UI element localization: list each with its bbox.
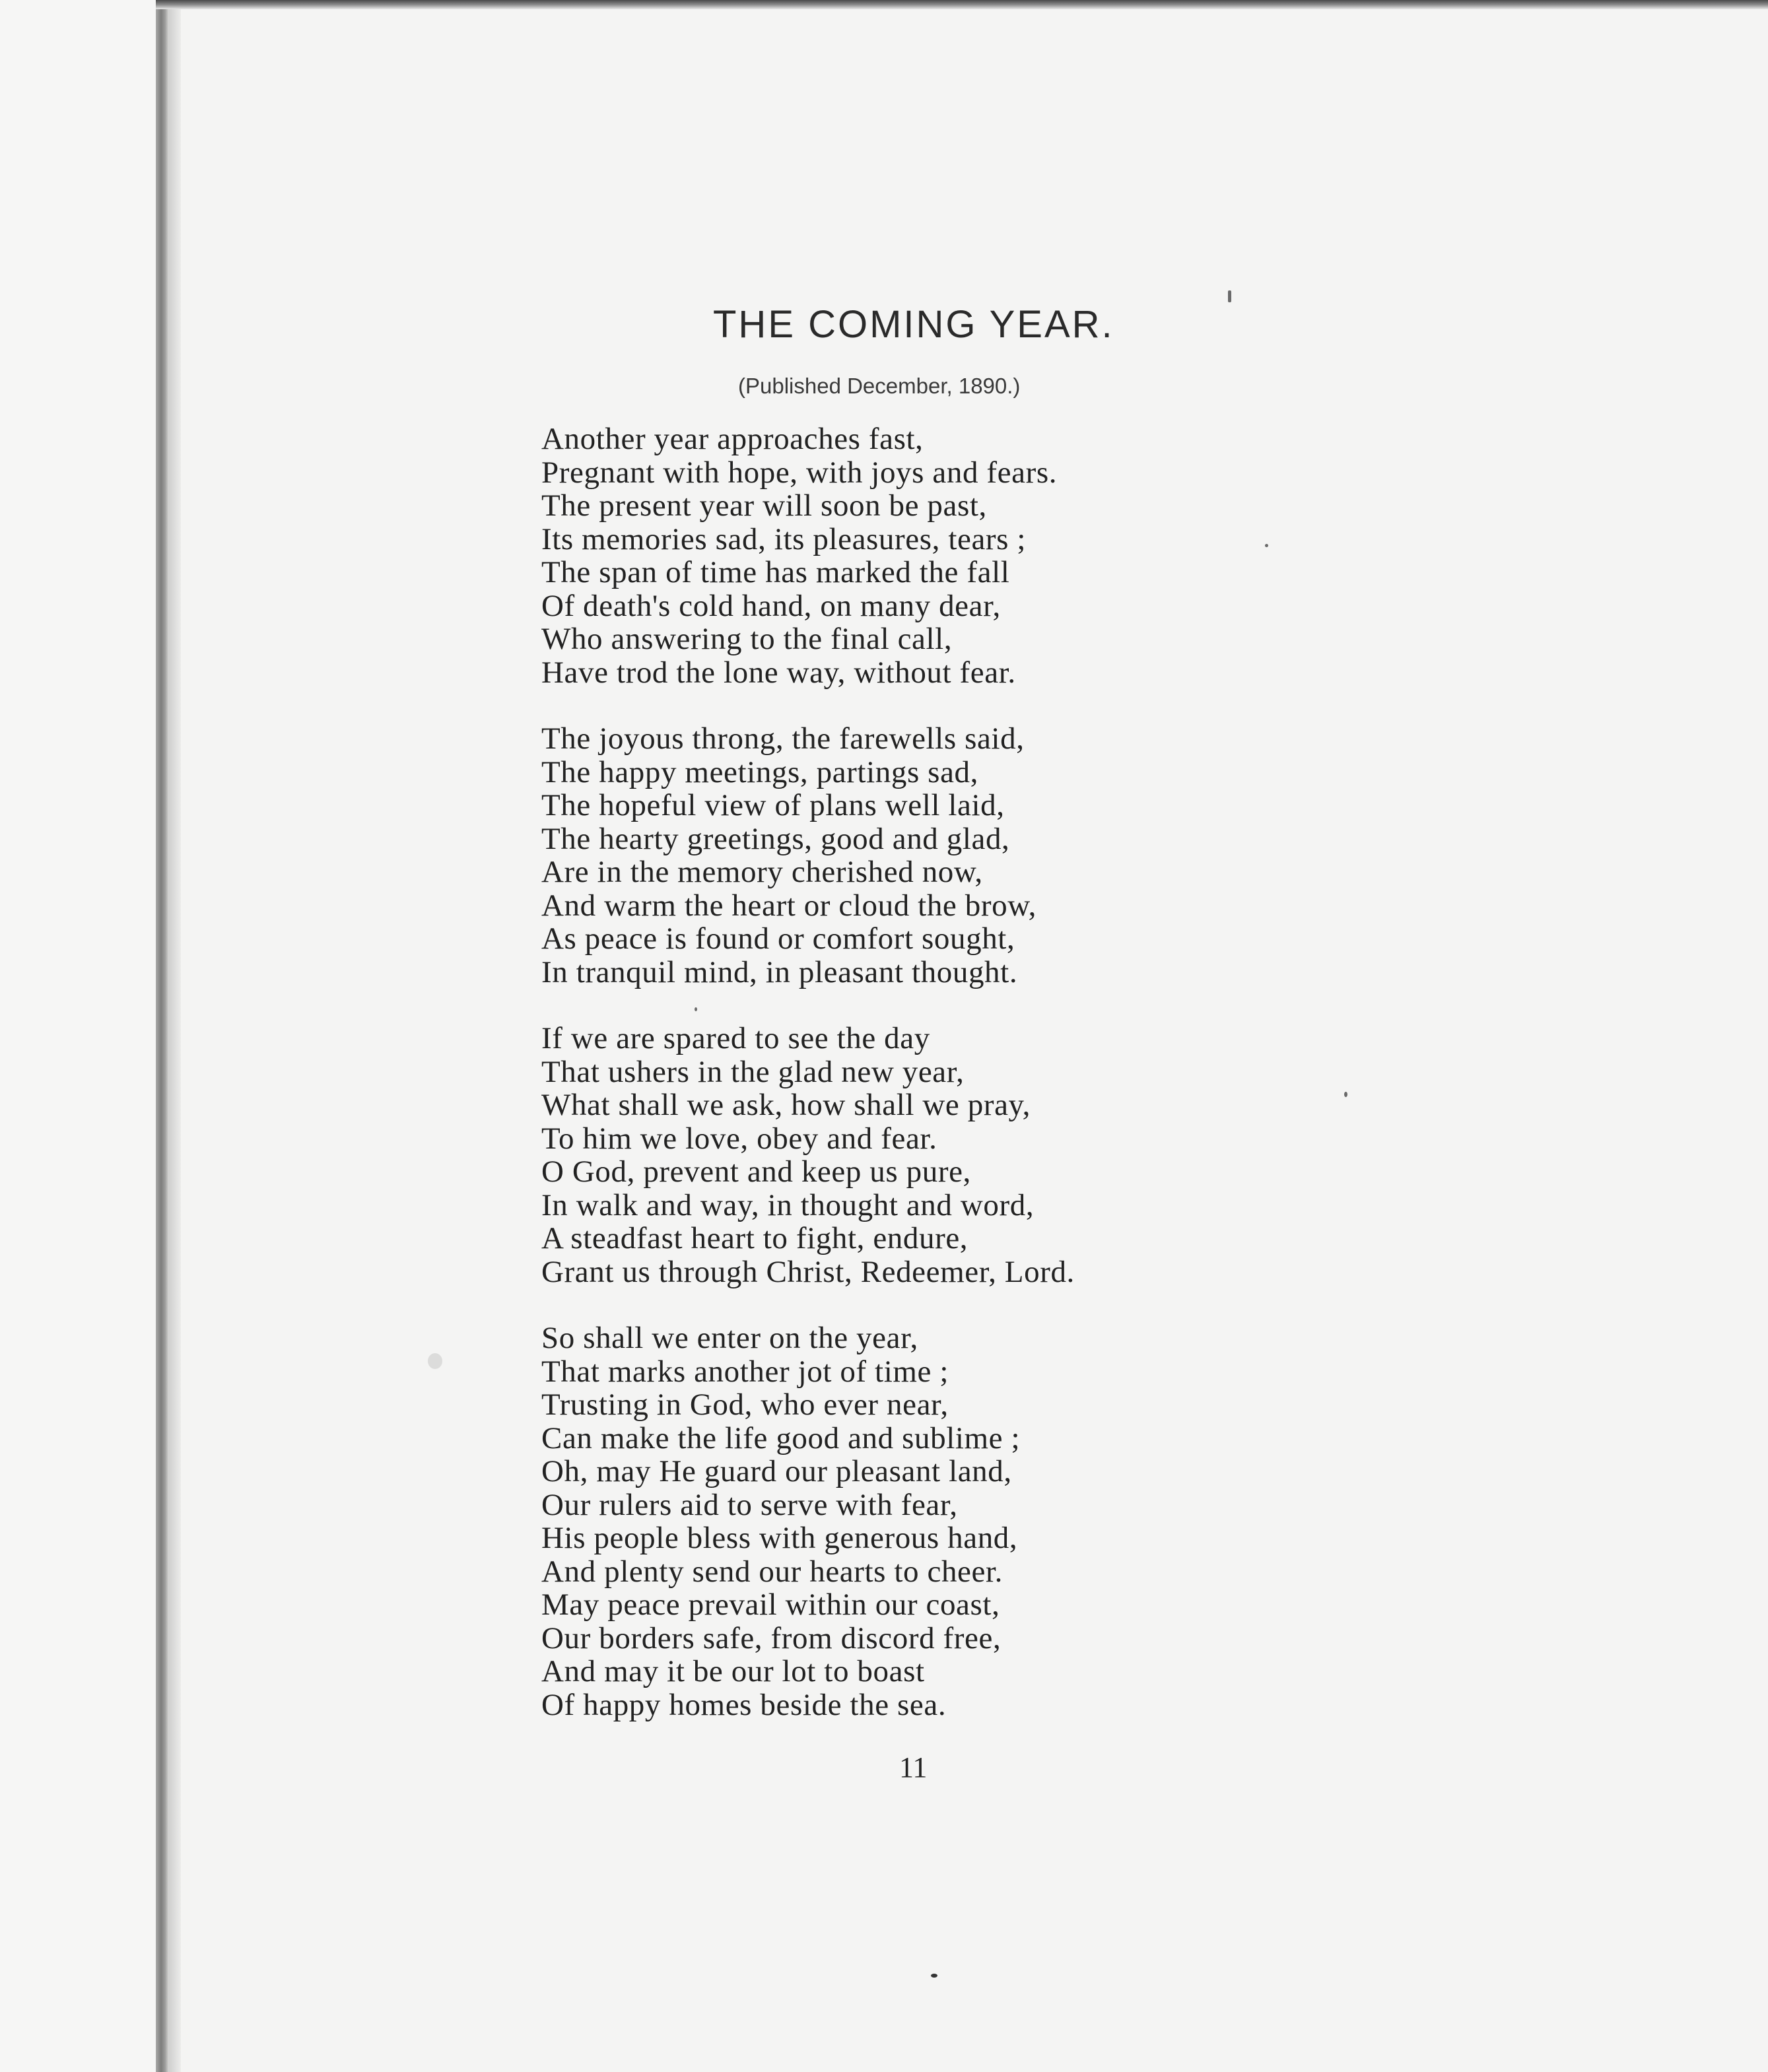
stanza-4 bbox=[541, 1321, 1334, 1721]
poem-line: Our rulers aid to serve with fear, bbox=[541, 1487, 958, 1522]
poem-line: A steadfast heart to fight, endure, bbox=[541, 1221, 969, 1255]
poem-line: That marks another jot of time ; bbox=[541, 1354, 949, 1389]
scan-speck bbox=[1265, 544, 1268, 547]
poem-line: The present year will soon be past, bbox=[541, 488, 987, 523]
stanza-3 bbox=[541, 1022, 1334, 1288]
poem-line: May peace prevail within our coast, bbox=[541, 1587, 1000, 1622]
stanza-2 bbox=[541, 722, 1334, 989]
binding-edge bbox=[169, 0, 181, 2072]
poem-line: Of death's cold hand, on many dear, bbox=[541, 588, 1001, 623]
poem-line: Its memories sad, its pleasures, tears ; bbox=[541, 521, 1027, 556]
poem-line: Pregnant with hope, with joys and fears. bbox=[541, 455, 1058, 490]
top-page-edge bbox=[156, 0, 1768, 9]
scan-speck bbox=[931, 1974, 937, 1978]
poem-line: Our borders safe, from discord free, bbox=[541, 1621, 1002, 1655]
poem-line: Of happy homes beside the sea. bbox=[541, 1687, 947, 1722]
scan-speck bbox=[428, 1353, 442, 1369]
poem-line: So shall we enter on the year, bbox=[541, 1321, 918, 1355]
poem-line: His people bless with generous hand, bbox=[541, 1521, 1018, 1555]
poem-line: As peace is found or comfort sought, bbox=[541, 921, 1015, 956]
poem-line: Are in the memory cherished now, bbox=[541, 855, 983, 889]
poem-line: The hopeful view of plans well laid, bbox=[541, 788, 1005, 822]
binding-shadow bbox=[156, 0, 169, 2072]
poem-line: Grant us through Christ, Redeemer, Lord. bbox=[541, 1254, 1075, 1289]
poem-line: In tranquil mind, in pleasant thought. bbox=[541, 954, 1018, 989]
poem-body bbox=[541, 422, 1334, 1755]
poem-line: Trusting in God, who ever near, bbox=[541, 1387, 949, 1422]
scan-speck bbox=[1228, 290, 1231, 302]
poem-line: O God, prevent and keep us pure, bbox=[541, 1154, 971, 1189]
poem-line: That ushers in the glad new year, bbox=[541, 1054, 965, 1089]
poem-line: In walk and way, in thought and word, bbox=[541, 1187, 1035, 1222]
scan-speck bbox=[695, 1007, 697, 1011]
poem-title: THE COMING YEAR. bbox=[713, 303, 1114, 346]
facing-page-margin bbox=[0, 0, 156, 2072]
publication-note: (Published December, 1890.) bbox=[738, 374, 1021, 398]
poem-line: The happy meetings, partings sad, bbox=[541, 754, 978, 789]
poem-line: To him we love, obey and fear. bbox=[541, 1121, 937, 1156]
scan-speck bbox=[1344, 1092, 1347, 1097]
stanza-1 bbox=[541, 422, 1334, 689]
poem-line: Oh, may He guard our pleasant land, bbox=[541, 1454, 1012, 1488]
poem-line: If we are spared to see the day bbox=[541, 1021, 930, 1055]
poem-line: And plenty send our hearts to cheer. bbox=[541, 1554, 1003, 1589]
poem-line: The joyous throng, the farewells said, bbox=[541, 721, 1025, 756]
poem-line: What shall we ask, how shall we pray, bbox=[541, 1088, 1031, 1122]
poem-line: Another year approaches fast, bbox=[541, 422, 924, 456]
poem-line: And warm the heart or cloud the brow, bbox=[541, 888, 1037, 923]
poem-line: The span of time has marked the fall bbox=[541, 555, 1010, 589]
page-number: 11 bbox=[899, 1751, 928, 1784]
poem-line: Can make the life good and sublime ; bbox=[541, 1420, 1021, 1455]
poem-line: Who answering to the final call, bbox=[541, 622, 953, 656]
poem-line: The hearty greetings, good and glad, bbox=[541, 821, 1010, 856]
poem-line: And may it be our lot to boast bbox=[541, 1654, 925, 1688]
poem-line: Have trod the lone way, without fear. bbox=[541, 655, 1016, 690]
